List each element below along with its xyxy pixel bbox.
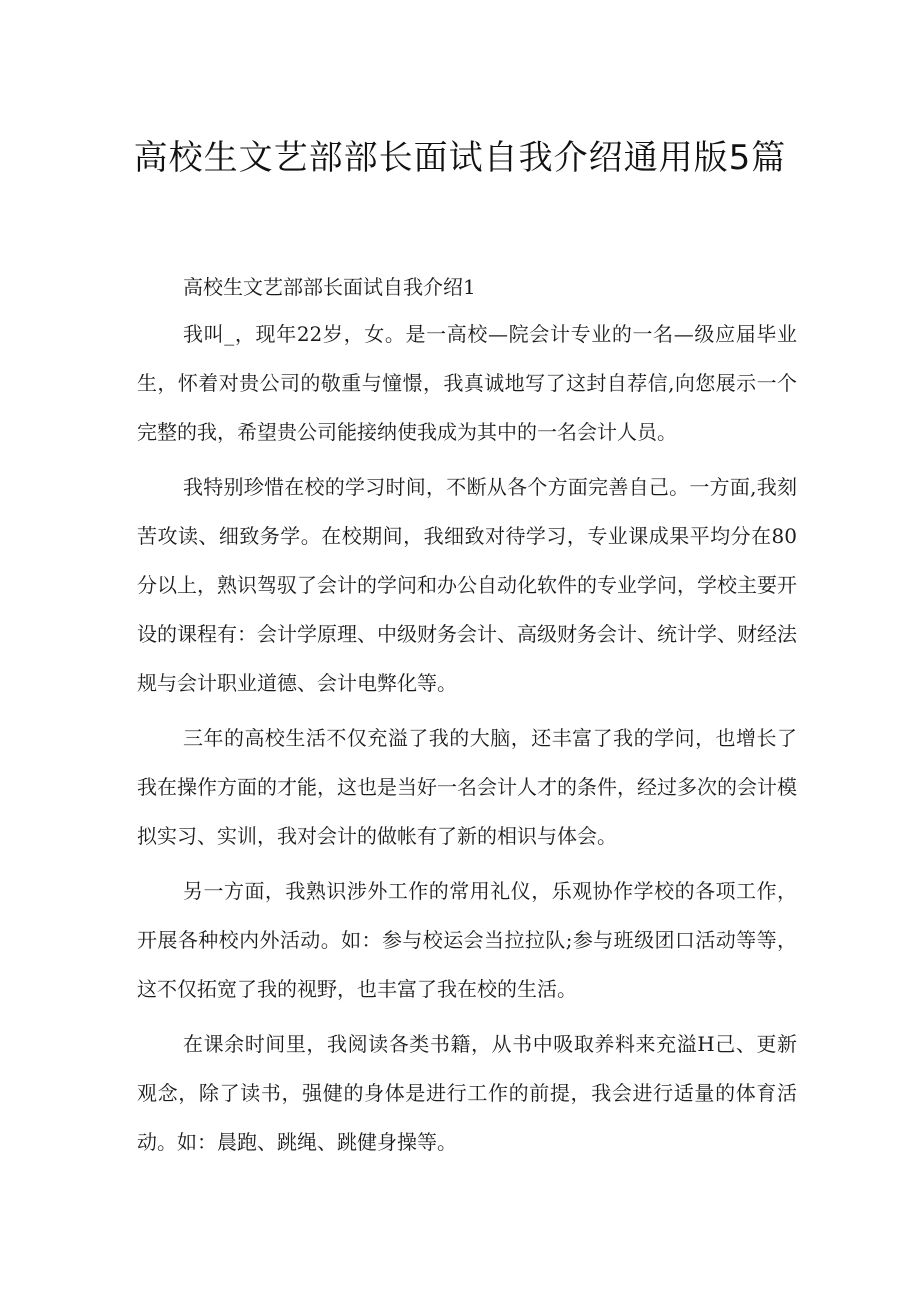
paragraph-spare-time: 在课余时间里，我阅读各类书籍，从书中吸取养料来充溢H己、更新观念，除了读书，强健的身体是进行工作的前提，我会进行适量的体育活动。如：晨跑、跳绳、跳健身操等。 (137, 1032, 797, 1154)
document-body (137, 268, 797, 1173)
section-heading: 高校生文艺部部长面试自我介绍1 (183, 275, 476, 299)
paragraph-introduction: 我叫_，现年22岁，女。是一高校—院会计专业的一名—级应届毕业生，怀着对贵公司的敬重与憧憬，我真诚地写了这封自荐信,向您展示一个完整的我，希望贵公司能接纳使我成为其中的一名会计人员。 (137, 322, 797, 444)
paragraph-college-life: 三年的高校生活不仅充溢了我的大脑，还丰富了我的学问，也增长了我在操作方面的才能，这也是当好一名会计人才的条件，经过多次的会计模拟实习、实训，我对会计的做帐有了新的相识与体会。 (137, 726, 797, 848)
paragraph-activities: 另一方面，我熟识涉外工作的常用礼仪，乐观协作学校的各项工作，开展各种校内外活动。如：参与校运会当拉拉队;参与班级团口活动等等，这不仅拓宽了我的视野，也丰富了我在校的生活。 (137, 879, 797, 1001)
document-title: 高校生文艺部部长面试自我介绍通用版5篇 (133, 138, 787, 178)
paragraph-study: 我特别珍惜在校的学习时间，不断从各个方面完善自己。一方面,我刻苦攻读、细致务学。在校期间，我细致对待学习，专业课成果平均分在80分以上，熟识驾驭了会计的学问和办公自动化软件的专业学问，学校主要开设的课程有：会计学原理、中级财务会计、高级财务会计、统计学、财经法规与会计职业道德、会计电弊化等。 (137, 475, 797, 695)
